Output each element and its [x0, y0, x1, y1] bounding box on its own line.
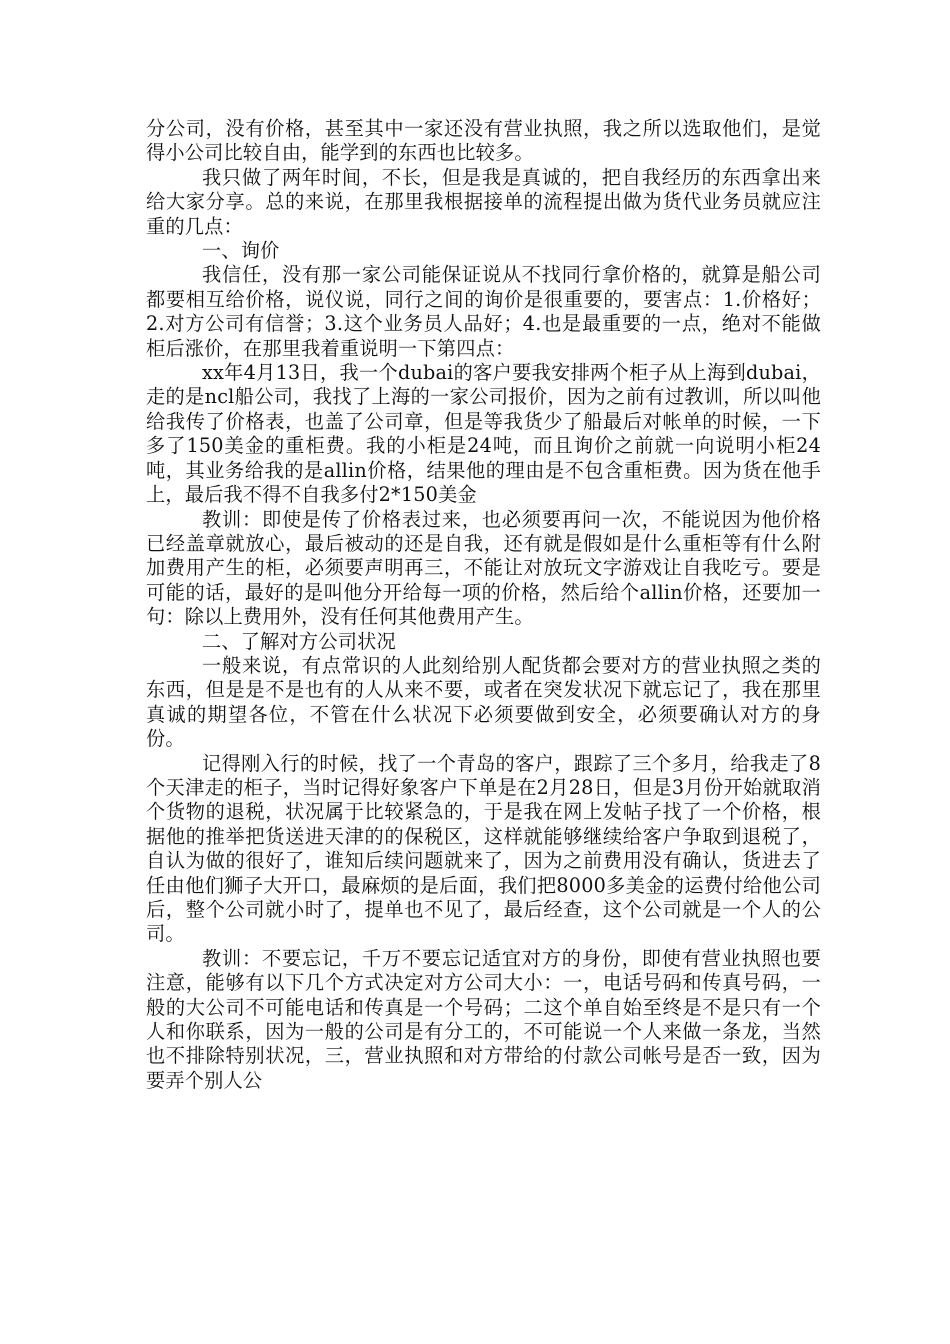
paragraph-lesson-two: 教训：不要忘记，千万不要忘记适宜对方的身份，即使有营业执照也要注意，能够有以下几个方式决定对方公司大小：一，电话号码和传真号码，一般的大公司不可能电话和传真是一个号码；二这个单自始至终是不是只有一个人和你联系，因为一般的公司是有分工的，不可能说一个人来做一条龙，当然也不排除特别状况，三，营业执照和对方带给的付款公司帐号是否一致，因为要弄个别人公 — [146, 946, 821, 1092]
paragraph-intro: 我只做了两年时间，不长，但是我是真诚的，把自我经历的东西拿出来给大家分享。总的来说，在那里我根据接单的流程提出做为货代业务员就应注重的几点： — [146, 165, 821, 238]
paragraph-continuation: 分公司，没有价格，甚至其中一家还没有营业执照，我之所以选取他们，是觉得小公司比较自由，能学到的东西也比较多。 — [146, 117, 821, 165]
section-heading-company-status: 二、了解对方公司状况 — [202, 629, 396, 653]
paragraph-company-status: 一般来说，有点常识的人此刻给别人配货都会要对方的营业执照之类的东西，但是是不是也有的人从来不要，或者在突发状况下就忘记了，我在那里真诚的期望各位，不管在什么状况下必须要做到安全，必须要确认对方的身份。 — [146, 653, 821, 751]
paragraph-inquiry: 我信任，没有那一家公司能保证说从不找同行拿价格的，就算是船公司都要相互给价格，说仪说，同行之间的询价是很重要的，要害点：1.价格好；2.对方公司有信誉；3.这个业务员人品好；4.也是最重要的一点，绝对不能做柜后涨价，在那里我着重说明一下第四点： — [146, 263, 821, 360]
section-heading-inquiry: 一、询价 — [202, 239, 280, 263]
paragraph-qingdao-case: 记得刚入行的时候，找了一个青岛的客户，跟踪了三个多月，给我走了8个天津走的柜子，当时记得好象客户下单是在2月28日，但是3月份开始就取消个货物的退税，状况属于比较紧急的，于是我在网上发帖子找了一个价格，根据他的推举把货送进天津的的保税区，这样就能够继续给客户争取到退税了，自认为做的很好了，谁知后续问题就来了，因为之前费用没有确认，货进去了任由他们狮子大开口，最麻烦的是后面，我们把8000多美金的运费付给他公司后，整个公司就小时了，提单也不见了，最后经查，这个公司就是一个人的公司。 — [146, 751, 821, 946]
paragraph-lesson-one: 教训：即使是传了价格表过来，也必须要再问一次，不能说因为他价格已经盖章就放心，最后被动的还是自我，还有就是假如是什么重柜等有什么附加费用产生的柜，必须要声明再三，不能让对放玩文字游戏让自我吃亏。要是可能的话，最好的是叫他分开给每一项的价格，然后给个allin价格，还要加一句：除以上费用外，没有任何其他费用产生。 — [146, 507, 821, 629]
document-body — [146, 117, 821, 1093]
paragraph-dubai-case: xx年4月13日，我一个dubai的客户要我安排两个柜子从上海到dubai，走的是ncl船公司，我找了上海的一家公司报价，因为之前有过教训，所以叫他给我传了价格表，也盖了公司章，但是等我货少了船最后对帐单的时候，一下多了150美金的重柜费。我的小柜是24吨，而且询价之前就一向说明小柜24吨，其业务给我的是allin价格，结果他的理由是不包含重柜费。因为货在他手上，最后我不得不自我多付2*150美金 — [146, 361, 821, 507]
